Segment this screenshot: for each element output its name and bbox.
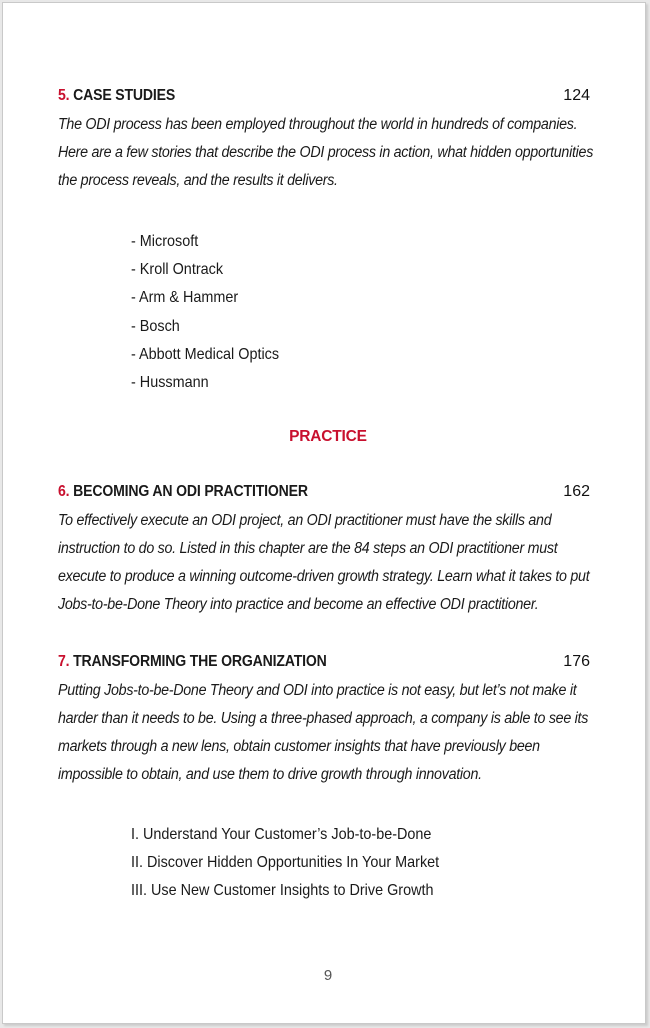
list-item: I. Understand Your Customer’s Job-to-be-Done	[131, 826, 432, 843]
list-item: - Kroll Ontrack	[131, 261, 224, 279]
chapter-description: The ODI process has been employed throughout the world in hundreds of companies. Here are a few stories that describe the ODI process in action, what hidden opportunities the process reveals, and the results it delivers.	[58, 116, 594, 189]
chapter-title-text: CASE STUDIES	[69, 87, 176, 104]
chapter-heading	[58, 653, 590, 677]
list-item: - Arm & Hammer	[131, 289, 239, 307]
chapter-number-dot: .	[65, 87, 70, 104]
chapter-7	[58, 653, 590, 789]
chapter-page-number: 176	[563, 653, 590, 670]
chapter-title-text: BECOMING AN ODI PRACTITIONER	[69, 483, 308, 500]
chapter-number: 6	[58, 483, 66, 500]
chapter-title	[58, 483, 308, 501]
page-number: 9	[323, 967, 333, 984]
chapter-description: Putting Jobs-to-be-Done Theory and ODI into practice is not easy, but let’s not make it harder than it needs to be. Using a three-phased approach, a company is able to see its markets through a new lens, obtain customer insights that have previously been impossible to obtain, and use them to drive growth through innovation.	[58, 682, 589, 783]
chapter-title	[58, 87, 175, 105]
list-item: - Microsoft	[131, 233, 199, 250]
chapter-title-text: TRANSFORMING THE ORGANIZATION	[69, 653, 327, 670]
chapter-page-number: 124	[563, 87, 590, 104]
chapter-number: 5	[58, 87, 66, 104]
list-item: - Hussmann	[131, 374, 209, 392]
chapter-page-number: 162	[563, 483, 590, 500]
chapter-title	[58, 653, 327, 671]
phase-list	[131, 821, 439, 906]
chapter-number-dot: .	[65, 653, 70, 670]
chapter-5	[58, 87, 594, 195]
list-item: - Abbott Medical Optics	[131, 345, 280, 363]
list-item: II. Discover Hidden Opportunities In Your Market	[131, 854, 440, 872]
chapter-description: To effectively execute an ODI project, an ODI practitioner must have the skills and instruction to do so. Listed in this chapter are the 84 steps an ODI practitioner must execute to produce a winning outcome-driven growth strategy. Learn what it takes to put Jobs-to-be-Done Theory into practice and become an effective ODI practitioner.	[58, 512, 590, 613]
case-study-list	[131, 228, 279, 397]
chapter-heading	[58, 483, 590, 507]
chapter-number-dot: .	[65, 483, 70, 500]
list-item: - Bosch	[131, 317, 180, 335]
chapter-heading	[58, 87, 590, 111]
chapter-6	[58, 483, 590, 619]
list-item: III. Use New Customer Insights to Drive Growth	[131, 882, 434, 900]
chapter-number: 7	[58, 653, 66, 670]
document-page	[2, 2, 646, 1024]
section-label: PRACTICE	[289, 428, 367, 445]
